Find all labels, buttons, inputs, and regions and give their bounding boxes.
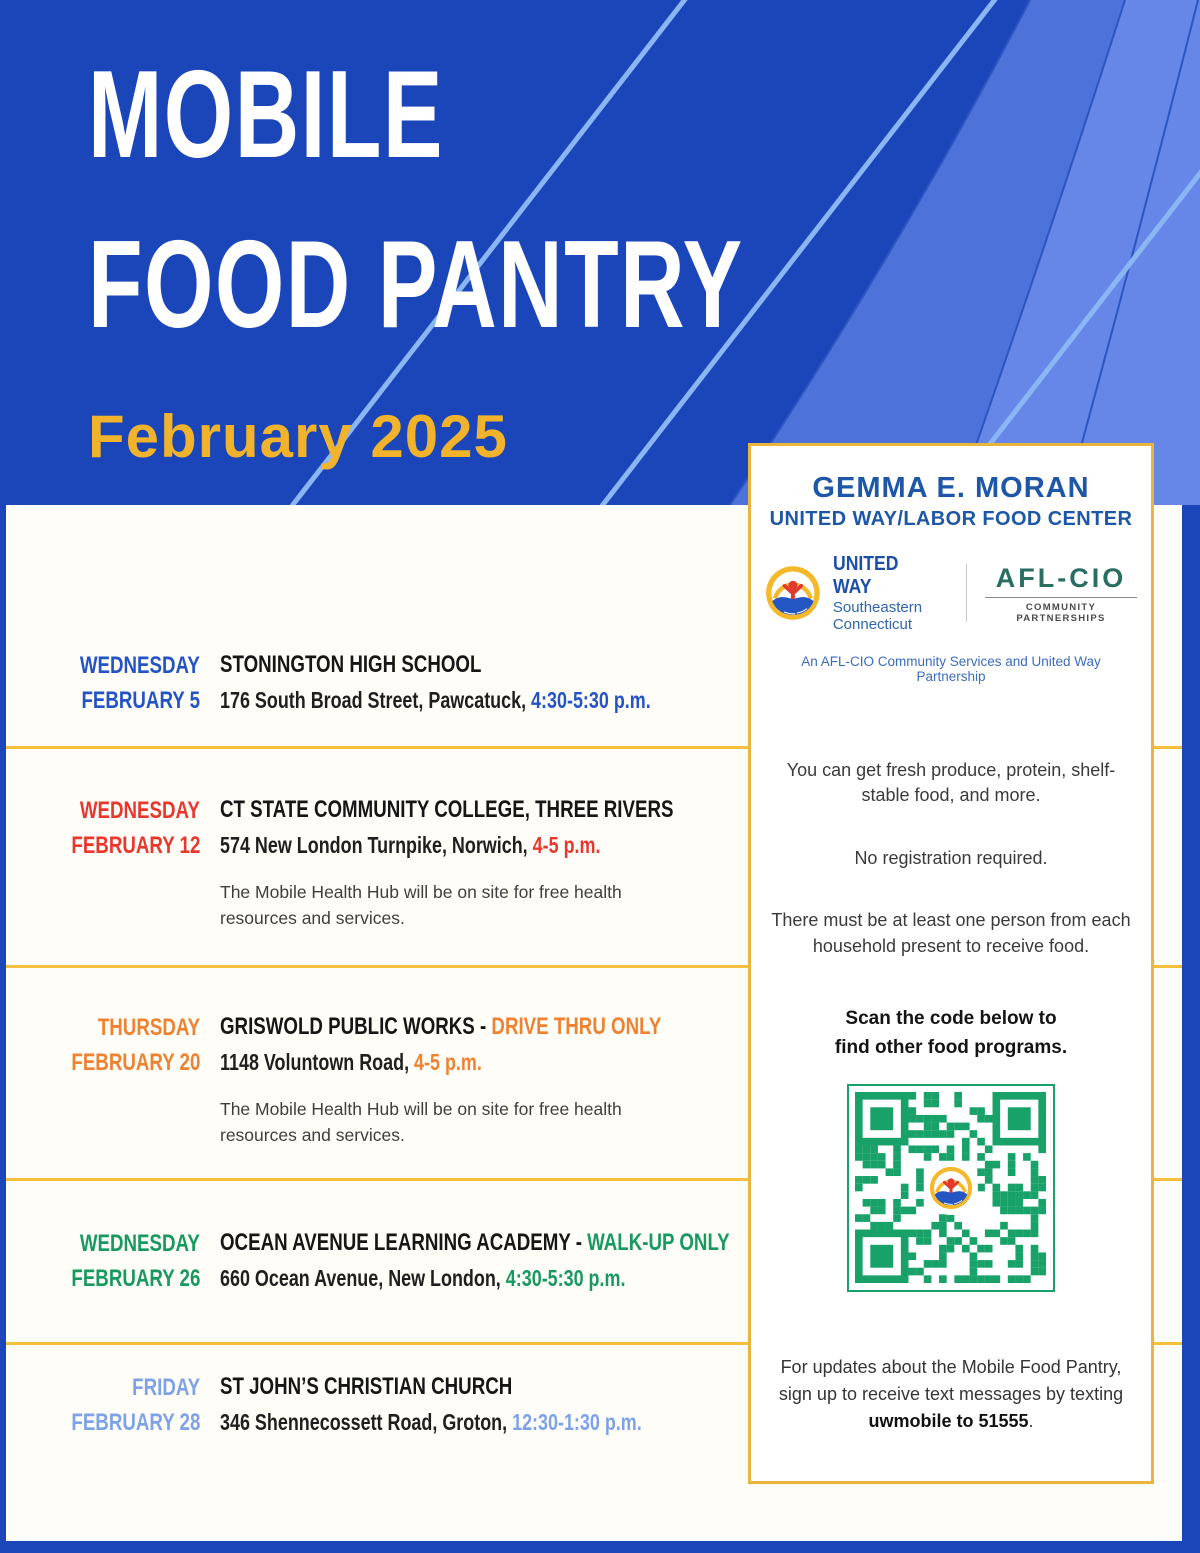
month-subtitle: February 2025 [88,403,508,470]
afl-cio-name: AFL-CIO [995,562,1127,593]
event-time: 4-5 p.m. [532,832,601,858]
text-updates-note: For updates about the Mobile Food Pantry, sign up to receive text messages by texting uwmobile to 51555. [778,1357,1124,1431]
event-day-label: FRIDAY [132,1374,200,1401]
event-date [6,793,200,932]
event-address: 346 Shennecossett Road, Groton, [220,1409,513,1435]
event-time: 4-5 p.m. [414,1049,482,1075]
program-info [765,758,1137,960]
text-code: uwmobile to 51555 [868,1411,1029,1431]
event-date-label: FEBRUARY 26 [71,1265,200,1292]
afl-cio-rule [985,597,1137,599]
event-address: 660 Ocean Avenue, New London, [220,1265,506,1291]
united-way-name: UNITED WAY [832,553,899,598]
event-day-label: WEDNESDAY [80,652,200,679]
united-way-region-2: Connecticut [832,616,913,634]
event-address: 1148 Voluntown Road, [220,1049,415,1075]
partnership-line: An AFL-CIO Community Services and United Way Partnership [801,653,1101,684]
scan-instructions: Scan the code below to find other food programs. [834,1008,1068,1058]
venue-name: OCEAN AVENUE LEARNING ACADEMY [220,1229,571,1256]
venue-name: ST JOHN’S CHRISTIAN CHURCH [220,1373,513,1400]
event-date [6,1226,200,1296]
header-banner [0,0,1200,505]
event-day-label: WEDNESDAY [80,1230,200,1257]
event-date [6,1370,200,1440]
venue-name: STONINGTON HIGH SCHOOL [220,651,482,678]
united-way-logo-icon [929,1166,973,1210]
event-time: 12:30-1:30 p.m. [512,1409,642,1435]
event-time: 4:30-5:30 p.m. [531,687,651,713]
event-note: The Mobile Health Hub will be on site for free health resources and services. [220,882,622,929]
event-day-label: WEDNESDAY [80,797,200,824]
event-day-label: THURSDAY [97,1014,200,1041]
venue-mode-tag: DRIVE THRU ONLY [491,1013,662,1040]
event-date-label: FEBRUARY 12 [71,832,200,859]
afl-cio-wordmark [985,563,1137,625]
logo-divider [966,564,967,622]
page-title [88,30,999,370]
event-time: 4:30-5:30 p.m. [505,1265,626,1291]
title-line-2: FOOD PANTRY [88,216,744,354]
info-produce: You can get fresh produce, protein, shelf-stable food, and more. [786,759,1116,806]
event-address: 176 South Broad Street, Pawcatuck, [220,687,532,713]
food-center-card [748,443,1154,1484]
org-subname: UNITED WAY/LABOR FOOD CENTER [769,508,1133,530]
event-date [6,1010,200,1149]
qr-center-logo [924,1161,978,1215]
afl-cio-subtitle: COMMUNITY PARTNERSHIPS [1016,602,1106,624]
united-way-logo-icon [765,563,821,623]
qr-code [847,1084,1055,1292]
info-household: There must be at least one person from each household present to receive food. [771,910,1131,956]
venue-separator: - [474,1013,492,1040]
event-date-label: FEBRUARY 28 [71,1409,200,1436]
venue-name: CT STATE COMMUNITY COLLEGE, THREE RIVERS [220,796,674,823]
event-date-label: FEBRUARY 20 [71,1049,200,1076]
venue-name: GRISWOLD PUBLIC WORKS [220,1013,475,1040]
venue-mode-tag: WALK-UP ONLY [587,1229,730,1256]
title-line-1: MOBILE [88,46,444,184]
event-date-label: FEBRUARY 5 [81,687,200,714]
info-registration: No registration required. [854,847,1048,868]
event-date [6,648,200,718]
united-way-wordmark [833,553,948,634]
partner-logos [765,553,1137,634]
event-address: 574 New London Turnpike, Norwich, [220,832,533,858]
united-way-region-1: Southeastern [832,599,923,616]
org-name: GEMMA E. MORAN [812,472,1090,504]
venue-separator: - [570,1229,588,1256]
event-note: The Mobile Health Hub will be on site for free health resources and services. [220,1099,622,1146]
